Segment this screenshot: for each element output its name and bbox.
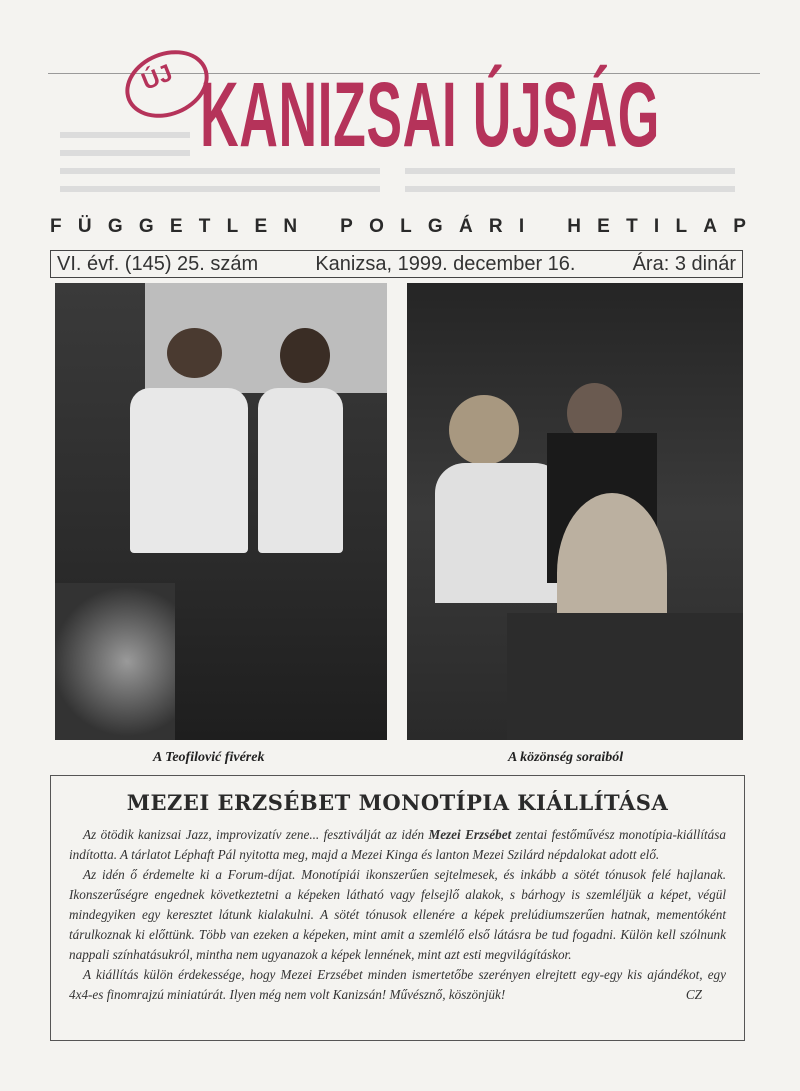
subtitle-letter: A — [703, 216, 718, 237]
subtitle-letter: L — [226, 216, 239, 237]
subtitle-letter: G — [138, 216, 154, 237]
subtitle-gap — [540, 216, 551, 238]
head — [280, 328, 330, 383]
subtitle-letter: E — [254, 216, 268, 237]
subtitle-letter: O — [369, 216, 384, 237]
issue-info-bar — [50, 250, 743, 278]
subtitle-letter: E — [597, 216, 610, 237]
subtitle-letter: R — [488, 216, 503, 237]
white-shirt — [258, 388, 343, 553]
flowers — [55, 583, 175, 740]
bleed-through-mark — [60, 150, 190, 156]
head — [449, 395, 519, 465]
subtitle-letter: G — [427, 216, 443, 237]
head — [167, 328, 222, 378]
subtitle-letter: H — [567, 216, 581, 237]
photo-caption: A közönség soraiból — [508, 750, 624, 765]
logo-uj: ÚJ — [137, 59, 177, 96]
subtitle-gap — [313, 216, 324, 238]
subtitle-letter: L — [675, 216, 688, 237]
subtitle-letter: T — [198, 216, 211, 237]
subtitle-letter: I — [518, 216, 525, 237]
white-blouse — [435, 463, 565, 603]
artist-name: Mezei Erzsébet — [428, 827, 512, 842]
bleed-through-mark — [60, 186, 380, 192]
subtitle-letter: E — [169, 216, 183, 237]
masthead-subtitle — [50, 216, 746, 238]
photo-caption: A Teofilović fivérek — [153, 750, 265, 765]
subtitle-letter: Ü — [77, 216, 92, 237]
article-paragraph — [69, 825, 726, 865]
subtitle-letter: G — [107, 216, 123, 237]
subtitle-letter: N — [283, 216, 298, 237]
article-paragraph — [69, 965, 726, 1005]
author-signature: CZ — [685, 987, 702, 1002]
text: zentai festőművész monotípia-kiállítása indította. A tárlatot Léphaft Pál nyitotta meg, majd a Mezei Kinga és lanton Mezei Szilárd népdalokat adott elő. — [69, 827, 726, 862]
dark-sweater — [507, 613, 743, 740]
subtitle-letter: T — [626, 216, 638, 237]
subtitle-letter: P — [733, 216, 746, 237]
bleed-through-mark — [405, 186, 735, 192]
masthead-title: KANIZSAI ÚJSÁG — [200, 64, 660, 166]
photo-audience — [407, 283, 743, 740]
text: Az ötödik kanizsai Jazz, improvizatív zene... fesztiválját az idén — [83, 827, 429, 842]
issue-date: Kanizsa, 1999. december 16. — [315, 252, 576, 275]
subtitle-letter: Á — [458, 216, 473, 237]
text: A kiállítás külön érdekessége, hogy Mezei Erzsébet minden ismertetőbe szerényen elrejtett egy-egy kis ajándékot, egy 4x4-es finomrajzú miniatúrát. Ilyen még nem volt Kanizsán! Művésznő, köszönjük! — [69, 967, 726, 1002]
white-shirt — [130, 388, 248, 553]
subtitle-letter: L — [400, 216, 412, 237]
subtitle-letter: P — [340, 216, 353, 237]
issue-number: VI. évf. (145) 25. szám — [57, 252, 259, 275]
issue-price: Ára: 3 dinár — [632, 252, 736, 275]
subtitle-letter: F — [50, 216, 62, 237]
bleed-through-mark — [60, 132, 190, 138]
subtitle-letter: I — [653, 216, 660, 237]
article-headline: MEZEI ERZSÉBET MONOTÍPIA KIÁLLÍTÁSA — [126, 790, 669, 815]
article-box — [50, 775, 745, 1041]
photo-singers — [55, 283, 387, 740]
article-paragraph: Az idén ő érdemelte ki a Forum-díjat. Monotípiái ikonszerűen sejtelmesek, és inkább a sötét tónusok felé hajlanak. Ikonszerűségre engednek következtetni a képeken látható vagy felsejlő alakok, s bárhogy is szemléljük a képet, végül mindegyiken egy keresztet látunk kialakulni. A sötét tónusok ellenére a képek prelúdiumszerűen hatnak, mementóként tárulkoznak ki előttünk. Több van ezeken a képeken, mint amit a szemlélő első látásra be tud fogadni. Külön kell szólnunk nappali színhatásukról, mintha nem ugyanazok a képek lennének, mint azt esti megvilágításkor. — [69, 867, 726, 962]
